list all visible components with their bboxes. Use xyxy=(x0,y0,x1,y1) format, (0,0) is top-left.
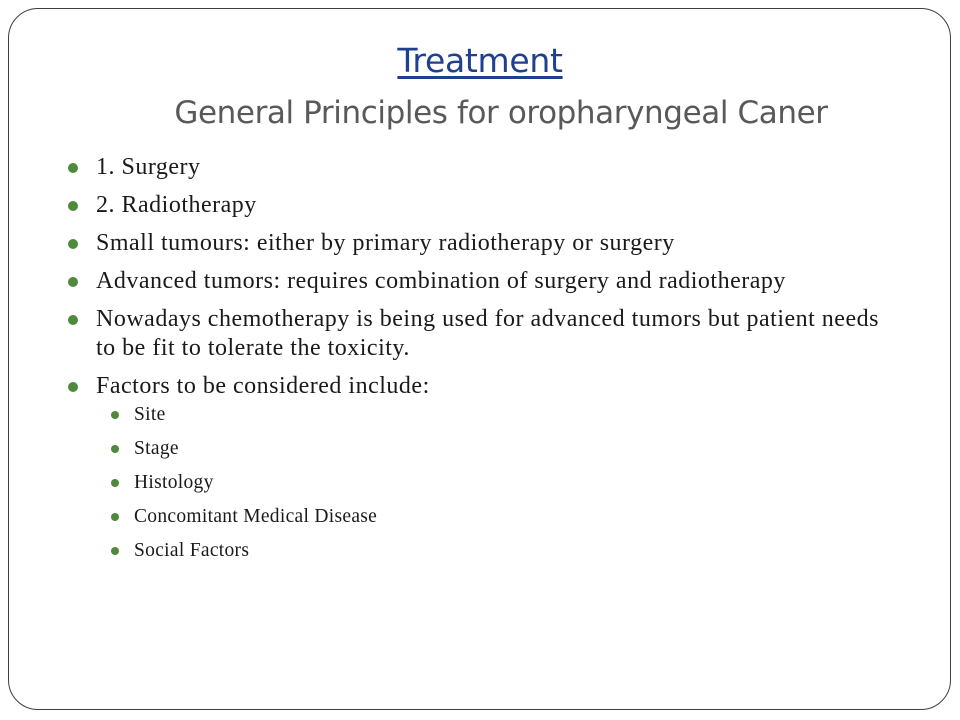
bullet-item: 2. Radiotherapy xyxy=(68,191,888,220)
bullet-list xyxy=(68,153,888,573)
factor-item: Site xyxy=(104,403,896,427)
slide-title xyxy=(0,38,960,136)
factor-list xyxy=(96,403,888,563)
factor-item: Concomitant Medical Disease xyxy=(104,505,896,529)
factor-item: Histology xyxy=(104,471,896,495)
factor-item: Stage xyxy=(104,437,896,461)
factor-item: Social Factors xyxy=(104,539,896,563)
title-treatment[interactable]: Treatment xyxy=(397,41,563,80)
bullet-item-factors xyxy=(68,372,888,563)
title-subtitle: General Principles for oropharyngeal Caner xyxy=(174,95,828,131)
factors-heading: Factors to be considered include: xyxy=(96,373,430,399)
bullet-item: Nowadays chemotherapy is being used for advanced tumors but patient needs to be fit to tolerate the toxicity. xyxy=(68,305,888,363)
bullet-item: Advanced tumors: requires combination of surgery and radiotherapy xyxy=(68,267,888,296)
bullet-item: Small tumours: either by primary radiotherapy or surgery xyxy=(68,229,888,258)
bullet-item: 1. Surgery xyxy=(68,153,888,182)
